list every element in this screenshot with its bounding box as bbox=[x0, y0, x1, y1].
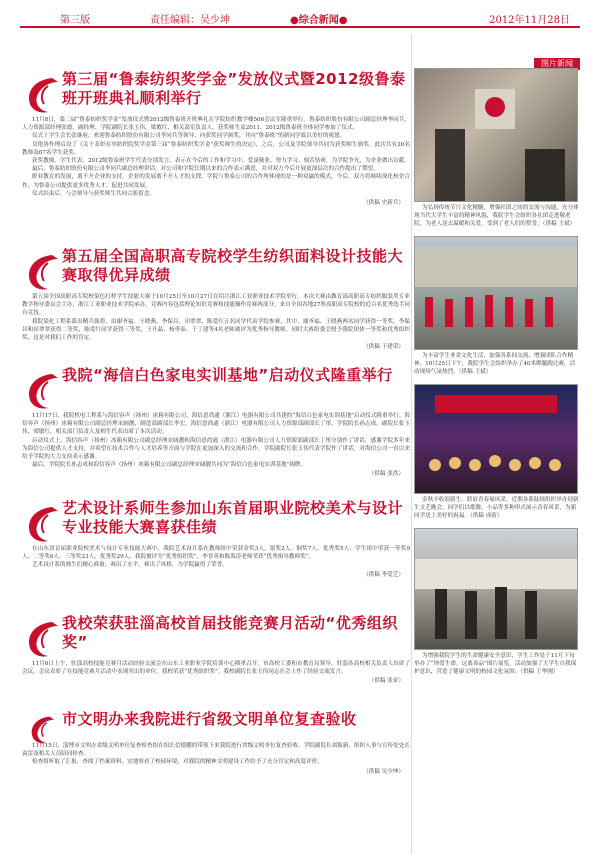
date-label: 2012年11月28日 bbox=[489, 15, 570, 26]
paragraph: 吴艳协作理启设了《关于表彰在举纺织院奖学金第三届“鲁泰纺织奖学金”获奖师生的决定》，之后，公司及学院领导共同为获奖师生颁奖。此次共有20名教师及67名学生获奖。 bbox=[22, 141, 410, 156]
paragraph: 获奖教师，学生代表，2012级鲁泰班学生代表分别发言，表示在今后的工作和学习中，爱岗敬业、努力学习、刻苦钻研，为学院争光，为企业做出贡献。 bbox=[32, 158, 410, 165]
paragraph: 最后，鲁泰纺织股份有限公司李同兵副总经理讲话，对公司和学院长期以来的合作表示满意，并对双方今后开展更深层次的合作提出了期望。 bbox=[32, 166, 379, 173]
photo-4 bbox=[414, 528, 578, 650]
byline: （供稿 吴少坤） bbox=[363, 768, 404, 775]
paragraph: 仪式结束后，与会领导与获奖师生共同合影留念。 bbox=[32, 190, 156, 197]
photo-caption: 为丰富学生业余文化生活，加强各系间交流，增强团队合作精神，10月25日下午，我院学生会组织举办了40米绑腿跑比赛，活动现场气氛热烈。（供稿 王斌） bbox=[414, 353, 576, 375]
article-title: 我院“海信白色家电实训基地”启动仪式隆重举行 bbox=[62, 366, 393, 384]
red-swirl-icon bbox=[22, 501, 60, 545]
article-3 bbox=[22, 364, 410, 477]
column-divider bbox=[411, 34, 412, 854]
byline: （供稿 于建荣） bbox=[363, 344, 404, 351]
photo-caption: 金秋丰收迎新生，联谊青春展风采。近期各系陆续组织举办迎新生文艺晚会，同学们以歌舞、小品等多种形式展示青春风采，为新同学送上美好的祝福。（供稿 成蔚） bbox=[414, 497, 579, 519]
paragraph: 检查组听取了汇报，查阅了档案资料，实地察看了校园环境，对我院的精神文明建设工作给予了充分肯定和高度评价。 bbox=[32, 759, 323, 766]
photo-1 bbox=[414, 68, 578, 202]
paragraph: 11月6日上午，驻淄高校技能竞赛月活动经验交流会在山东工业职业学院培训中心隆重召开。市高校工委和市教育局领导，驻淄各高校相关负责人出席了会议。会议表彰了在技能竞赛月活动中表现突出的单位，我校荣获“优秀组织奖”。我校副院长张玉伟同志在会上作了经验交流发言。 bbox=[22, 661, 410, 676]
article-title: 我校荣获驻淄高校首届技能竞赛月活动“优秀组织奖” bbox=[62, 614, 398, 651]
red-swirl-icon bbox=[22, 712, 60, 746]
edition-label: 第三版 bbox=[60, 15, 90, 26]
paragraph: 11月15日，淄博市文明办省级文明单位复查检查组在组长信德鹏的带领下来我院进行省级文明单位复查验收。学院副院长刘振新，组织人事与宣传处处长袁雷及相关人员陪同检查。 bbox=[22, 743, 410, 758]
red-swirl-icon bbox=[22, 616, 60, 660]
photo-2 bbox=[414, 236, 578, 350]
article-5 bbox=[22, 612, 410, 684]
article-2 bbox=[22, 245, 410, 350]
red-swirl-icon bbox=[22, 368, 60, 412]
photo-caption: 为弘扬传统节日文化精髓，增强社团之间的交流与沟通，充分体现当代大学生丰富的精神风貌，我院学生会组织各社团走进敬老院，为老人送去温暖和关爱，受到了老人们的赞誉。（供稿 王斌） bbox=[414, 205, 579, 227]
article-1 bbox=[22, 68, 410, 206]
paragraph: 第五届全国高职高专院校染色打样学生技能大赛于10月25日至10月27日在绍兴浙江工业职业技术学院举行。本次大赛由教育部高职高专纺织服装类专业教学指导委员会主办，浙江工业职业技术学院承办，竞赛内容包括理论知识竞赛和技能操作竞赛两部分，来自全国各地27所高职高专院校的近百名优秀选手同台竞技。 bbox=[22, 294, 410, 317]
photo-illustration bbox=[415, 529, 577, 649]
article-title: 第五届全国高职高专院校学生纺织面料设计技能大赛取得优异成绩 bbox=[62, 247, 404, 284]
article-4 bbox=[22, 497, 410, 578]
paragraph: 启动仪式上，海信容声（扬州）冰箱有限公司副总经理宋阔靓和海信意尚通（浙江）电器有限公司人力资源部副部长丁彤分别作了讲话，感谢学院多年来为海信公司提供人才支持，并希望在技术合作与人才培养等方面与学院在更加深入的交流和合作。学院副院长张玉伟代表学院作了讲话，对海信公司一直以来给予学院的大力支持表示感谢。 bbox=[22, 437, 410, 461]
byline: （供稿 张景） bbox=[368, 678, 404, 685]
photo-illustration bbox=[415, 385, 577, 493]
editor-label: 责任编辑：吴少坤 bbox=[150, 15, 230, 26]
photo-news-column bbox=[414, 68, 580, 684]
paragraph: 我院染化工程系派出精兵强将，由谢爷福、王晓燕、李保昌、田翠翠、陈爱红五名同学代表学院参赛，其中，谢爷福、王晓燕两名同学获得一等奖，李保昌和田翠翠获得二等奖，陈爱红同学获得三等奖，王开晶、杨勇泰、于丁建等4名老师被评为优秀指导教师，同时大赛组委会授予我院团体一等奖和优秀组织奖，这是对我们工作的肯定。 bbox=[22, 318, 410, 342]
article-title: 第三届“鲁泰纺织奖学金”发放仪式暨2012级鲁泰班开班典礼顺利举行 bbox=[62, 70, 406, 107]
byline: （供稿 李爱芝） bbox=[363, 571, 404, 578]
paragraph: 在山东省首届职业院校美术与设计专业技能大赛中，我院艺术设计系在教师组中荣获金奖3人、银奖2人、铜奖7人，优秀奖5人；学生组中荣获一等奖9人、二等奖6人、三等奖23人、优秀奖29人，我院被评为“优秀组织奖”，李晋英和陈海涛老师荣获“优秀指导教师奖”。 bbox=[22, 546, 410, 561]
photo-news-tag: 图片新闻 bbox=[534, 58, 580, 70]
photo-caption: 为增强我院学生的生命健康安全意识，学生工作处于11月下旬举办了“珍爱生命，远离毒品”图片展览。活动加强了大学生自我保护意识，营造了健康文明的校园文化氛围。（供稿 王华刚） bbox=[414, 653, 577, 675]
paragraph: 仪式上学生会长张继府，欢迎鲁泰纺织股份有限公司李同兵等领导，向获奖同学颁奖，并向“鲁泰班”的新同学致以美好的祝愿。 bbox=[32, 133, 346, 140]
paragraph: 11月8日，第三届“鲁泰纺织奖学金”发放仪式暨2012级鲁泰班开班典礼在学院纺织教学楼506会议室隆重举行。鲁泰纺织股份有限公司副总经理李同兵，人力资源部经理张德，副经理、学院副院长张玉伟，梁敏红、相关部室负责人、获奖师生及2011、2012级鲁泰班全体同学参加了仪式。 bbox=[22, 117, 410, 132]
article-title: 艺术设计系师生参加山东首届职业院校美术与设计专业技能大赛喜获佳绩 bbox=[62, 499, 404, 536]
paragraph: 职业教育的发展，离不开企业的支持，企业的发展离不开人才的支撑。学院与鲁泰公司的合作所体现的是一种双赢的模式。今后，双方将继续深化校企合作，为鲁泰公司提供更多优秀人才，促进共同发展。 bbox=[22, 174, 410, 189]
photo-3 bbox=[414, 384, 578, 494]
byline: （供稿 史新兵） bbox=[363, 200, 404, 207]
red-swirl-icon bbox=[22, 72, 60, 116]
section-label: ●综合新闻● bbox=[290, 15, 348, 26]
paragraph: 最后，学院院长孙志成和海信容声（扬州）冰箱有限公司副总经理宋阔靓共同为“海信白色家电实训基地”揭牌。 bbox=[32, 462, 307, 469]
article-6 bbox=[22, 708, 410, 775]
page-header bbox=[20, 8, 580, 28]
red-swirl-icon bbox=[22, 249, 60, 293]
paragraph: 11月17日，我院机电工程系与海信容声（扬州）冰箱有限公司、海信意尚通（浙江）电器有限公司共建的“海信白色家电实训基地”启动仪式隆重举行。海信容声（扬州）冰箱有限公司副总经理宋阔靓，制造部副部长李宏，海信意尚通（浙江）电器有限公司人力资源部副部长丁彤，学院院长孙志成，副院长张玉伟，梁敏红，相关部门负责人及师生代表出席了本次活动。 bbox=[22, 413, 410, 436]
byline: （供稿 张洪） bbox=[368, 471, 404, 478]
photo-illustration bbox=[415, 237, 577, 349]
paragraph: 艺术设计系的师生们精心准备，赛出了水平，赛出了风格，为学院赢得了荣誉。 bbox=[32, 562, 228, 569]
article-title: 市文明办来我院进行省级文明单位复查验收 bbox=[62, 710, 357, 728]
photo-illustration bbox=[415, 69, 577, 201]
